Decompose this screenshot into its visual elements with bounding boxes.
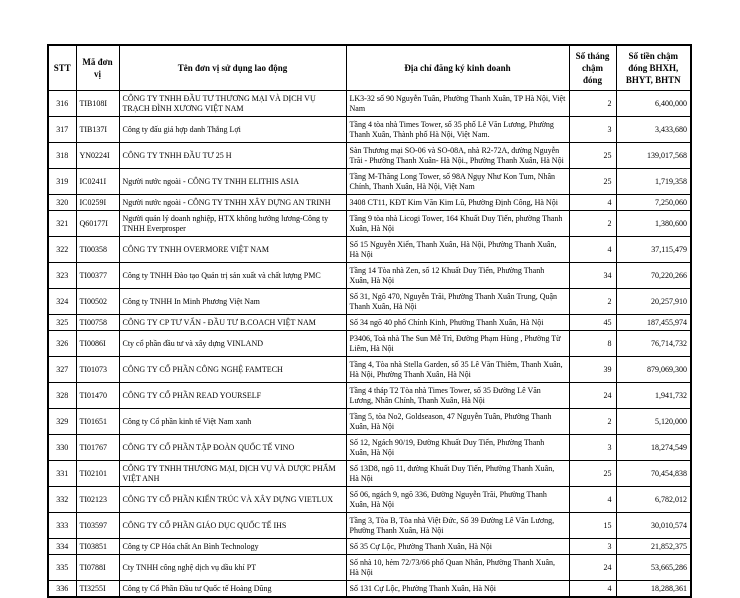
cell-amount-late: 879,069,300 [616, 357, 691, 383]
cell-registered-address: Tầng 5, tòa No2, Goldseason, 47 Nguyễn Tuân, Phường Thanh Xuân, Hà Nội [346, 409, 569, 435]
cell-months-late: 2 [569, 289, 616, 315]
cell-employer-name: CÔNG TY CỔ PHẦN READ YOURSELF [119, 383, 346, 409]
cell-employer-name: Công ty TNHH In Minh Phương Việt Nam [119, 289, 346, 315]
cell-amount-late: 76,714,732 [616, 331, 691, 357]
cell-unit-code: TI02101 [76, 461, 119, 487]
table-row [48, 211, 691, 237]
header-unit-code: Mã đơn vị [76, 45, 119, 91]
cell-employer-name: CÔNG TY CỔ PHẦN KIẾN TRÚC VÀ XÂY DỰNG VIETLUX [119, 487, 346, 513]
table-row [48, 143, 691, 169]
table-row [48, 237, 691, 263]
table-row [48, 195, 691, 211]
cell-stt: 335 [48, 555, 76, 581]
cell-months-late: 25 [569, 143, 616, 169]
cell-months-late: 2 [569, 409, 616, 435]
cell-employer-name: CÔNG TY CỔ PHẦN CÔNG NGHỆ FAMTECH [119, 357, 346, 383]
cell-months-late: 34 [569, 263, 616, 289]
cell-months-late: 2 [569, 211, 616, 237]
cell-months-late: 4 [569, 487, 616, 513]
cell-amount-late: 187,455,974 [616, 315, 691, 331]
cell-registered-address: Tầng 4 tòa nhà Times Tower, số 35 phố Lê Văn Lương, Phường Thanh Xuân, Thành phố Hà Nội, Việt Nam. [346, 117, 569, 143]
cell-employer-name: CÔNG TY TNHH ĐẦU TƯ 25 H [119, 143, 346, 169]
cell-registered-address: Số 131 Cự Lộc, Phường Thanh Xuân, Hà Nội [346, 581, 569, 598]
table-row [48, 315, 691, 331]
cell-unit-code: TI02123 [76, 487, 119, 513]
cell-stt: 316 [48, 91, 76, 117]
cell-registered-address: Số 12, Ngách 90/19, Đường Khuất Duy Tiến, Phường Thanh Xuân, Hà Nội [346, 435, 569, 461]
cell-registered-address: Số 35 Cự Lộc, Phường Thanh Xuân, Hà Nội [346, 539, 569, 555]
cell-months-late: 4 [569, 195, 616, 211]
cell-registered-address: Tầng M-Thăng Long Tower, số 98A Ngụy Như Kon Tum, Nhân Chính, Thanh Xuân, Hà Nội, Việt Nam [346, 169, 569, 195]
cell-registered-address: Tầng 9 tòa nhà Licogi Tower, 164 Khuất Duy Tiến, phường Thanh Xuân, Hà Nội [346, 211, 569, 237]
cell-registered-address: Số 31, Ngõ 470, Nguyễn Trãi, Phường Thanh Xuân Trung, Quận Thanh Xuân, Hà Nội [346, 289, 569, 315]
cell-employer-name: Cty TNHH công nghệ dịch vụ dầu khí PT [119, 555, 346, 581]
cell-stt: 323 [48, 263, 76, 289]
cell-stt: 319 [48, 169, 76, 195]
table-row [48, 331, 691, 357]
cell-unit-code: TI01767 [76, 435, 119, 461]
cell-amount-late: 18,274,549 [616, 435, 691, 461]
header-amount-late: Số tiền chậm đóng BHXH, BHYT, BHTN [616, 45, 691, 91]
cell-amount-late: 70,220,266 [616, 263, 691, 289]
table-row [48, 117, 691, 143]
cell-unit-code: TIB108I [76, 91, 119, 117]
cell-unit-code: YN0224I [76, 143, 119, 169]
cell-employer-name: Người nước ngoài - CÔNG TY TNHH ELITHIS ASIA [119, 169, 346, 195]
late-payment-table [47, 44, 692, 598]
cell-stt: 322 [48, 237, 76, 263]
table-row [48, 513, 691, 539]
table-row [48, 169, 691, 195]
cell-stt: 318 [48, 143, 76, 169]
cell-months-late: 24 [569, 555, 616, 581]
cell-amount-late: 7,250,060 [616, 195, 691, 211]
cell-registered-address: Tầng 3, Tòa B, Tòa nhà Việt Đức, Số 39 Đường Lê Văn Lương, Phường Thanh Xuân, Hà Nội [346, 513, 569, 539]
cell-amount-late: 21,852,375 [616, 539, 691, 555]
cell-unit-code: TI0788I [76, 555, 119, 581]
cell-registered-address: P3406, Toà nhà The Sun Mễ Trì, Đường Phạm Hùng , Phường Từ Liêm, Hà Nội [346, 331, 569, 357]
table-row [48, 461, 691, 487]
cell-registered-address: Số 15 Nguyễn Xiển, Thanh Xuân, Hà Nội, Phường Thanh Xuân, Hà Nội [346, 237, 569, 263]
cell-months-late: 2 [569, 91, 616, 117]
cell-months-late: 15 [569, 513, 616, 539]
cell-amount-late: 139,017,568 [616, 143, 691, 169]
cell-registered-address: Tầng 4, Tòa nhà Stella Garden, số 35 Lê Văn Thiêm, Thanh Xuân, Hà Nội, Phường Thanh Xuân, Hà Nội [346, 357, 569, 383]
header-months-late: Số tháng chậm đóng [569, 45, 616, 91]
table-row [48, 289, 691, 315]
cell-unit-code: Q60177I [76, 211, 119, 237]
cell-employer-name: Công ty đấu giá hợp danh Thắng Lợi [119, 117, 346, 143]
table-header [48, 45, 691, 91]
cell-employer-name: Người nước ngoài - CÔNG TY TNHH XÂY DỰNG AN TRINH [119, 195, 346, 211]
cell-stt: 328 [48, 383, 76, 409]
cell-unit-code: TI00358 [76, 237, 119, 263]
cell-months-late: 24 [569, 383, 616, 409]
header-row [48, 45, 691, 91]
cell-registered-address: LK3-32 số 90 Nguyễn Tuân, Phường Thanh Xuân, TP Hà Nội, Việt Nam [346, 91, 569, 117]
cell-stt: 326 [48, 331, 76, 357]
cell-unit-code: TI03851 [76, 539, 119, 555]
cell-stt: 327 [48, 357, 76, 383]
cell-registered-address: Số 06, ngách 9, ngõ 336, Đường Nguyễn Trãi, Phường Thanh Xuân, Hà Nội [346, 487, 569, 513]
cell-stt: 334 [48, 539, 76, 555]
cell-amount-late: 53,665,286 [616, 555, 691, 581]
cell-unit-code: TI3255I [76, 581, 119, 598]
cell-registered-address: Số 34 ngõ 40 phố Chính Kinh, Phường Thanh Xuân, Hà Nội [346, 315, 569, 331]
cell-months-late: 4 [569, 581, 616, 598]
cell-months-late: 25 [569, 169, 616, 195]
table-row [48, 357, 691, 383]
cell-amount-late: 6,782,012 [616, 487, 691, 513]
cell-amount-late: 18,288,361 [616, 581, 691, 598]
header-registered-address: Địa chỉ đăng ký kinh doanh [346, 45, 569, 91]
cell-amount-late: 3,433,680 [616, 117, 691, 143]
cell-unit-code: TI00758 [76, 315, 119, 331]
table-row [48, 409, 691, 435]
cell-stt: 321 [48, 211, 76, 237]
cell-employer-name: Công ty TNHH Đào tạo Quản trị sản xuất và chất lượng PMC [119, 263, 346, 289]
cell-stt: 329 [48, 409, 76, 435]
cell-employer-name: Công ty Cổ phần kinh tế Việt Nam xanh [119, 409, 346, 435]
cell-amount-late: 70,454,838 [616, 461, 691, 487]
cell-registered-address: Số 13D8, ngõ 11, đường Khuất Duy Tiến, Phường Thanh Xuân, Hà Nội [346, 461, 569, 487]
document-sheet [47, 44, 690, 598]
cell-registered-address: Số nhà 10, hẻm 72/73/66 phố Quan Nhân, Phường Thanh Xuân, Hà Nội [346, 555, 569, 581]
cell-amount-late: 6,400,000 [616, 91, 691, 117]
cell-amount-late: 1,941,732 [616, 383, 691, 409]
cell-employer-name: Công ty CP Hóa chất An Bình Technology [119, 539, 346, 555]
cell-stt: 333 [48, 513, 76, 539]
cell-months-late: 45 [569, 315, 616, 331]
table-row [48, 555, 691, 581]
cell-unit-code: TI01651 [76, 409, 119, 435]
cell-unit-code: TI0086I [76, 331, 119, 357]
cell-employer-name: CÔNG TY TNHH THƯƠNG MẠI, DỊCH VỤ VÀ DƯỢC PHẨM VIỆT ANH [119, 461, 346, 487]
cell-amount-late: 5,120,000 [616, 409, 691, 435]
cell-unit-code: TI00502 [76, 289, 119, 315]
table-row [48, 435, 691, 461]
cell-registered-address: Tầng 14 Tòa nhà Zen, số 12 Khuất Duy Tiến, Phường Thanh Xuân, Hà Nội [346, 263, 569, 289]
cell-stt: 324 [48, 289, 76, 315]
cell-unit-code: IC0259I [76, 195, 119, 211]
cell-employer-name: CÔNG TY TNHH OVERMORE VIỆT NAM [119, 237, 346, 263]
table-row [48, 581, 691, 598]
cell-months-late: 3 [569, 539, 616, 555]
cell-amount-late: 37,115,479 [616, 237, 691, 263]
cell-employer-name: Cty cổ phần đầu tư và xây dựng VINLAND [119, 331, 346, 357]
cell-stt: 336 [48, 581, 76, 598]
cell-registered-address: Tầng 4 tháp T2 Tòa nhà Times Tower, số 35 Đường Lê Văn Lương, Nhân Chính, Thanh Xuân, Hà Nội [346, 383, 569, 409]
cell-months-late: 3 [569, 117, 616, 143]
cell-months-late: 8 [569, 331, 616, 357]
table-body [48, 91, 691, 598]
cell-employer-name: CÔNG TY TNHH ĐẦU TƯ THƯƠNG MẠI VÀ DỊCH VỤ TRẠCH ĐÌNH XƯƠNG VIỆT NAM [119, 91, 346, 117]
table-row [48, 263, 691, 289]
cell-stt: 331 [48, 461, 76, 487]
cell-months-late: 4 [569, 237, 616, 263]
cell-unit-code: TI00377 [76, 263, 119, 289]
table-row [48, 383, 691, 409]
cell-amount-late: 1,719,358 [616, 169, 691, 195]
cell-months-late: 39 [569, 357, 616, 383]
cell-employer-name: CÔNG TY CP TƯ VẤN - ĐẦU TƯ B.COACH VIỆT NAM [119, 315, 346, 331]
cell-unit-code: TIB137I [76, 117, 119, 143]
cell-amount-late: 20,257,910 [616, 289, 691, 315]
cell-employer-name: CÔNG TY CỔ PHẦN GIÁO DỤC QUỐC TẾ IHS [119, 513, 346, 539]
cell-employer-name: CÔNG TY CỔ PHẦN TẬP ĐOÀN QUỐC TẾ VINO [119, 435, 346, 461]
header-stt: STT [48, 45, 76, 91]
table-row [48, 91, 691, 117]
header-employer-name: Tên đơn vị sử dụng lao động [119, 45, 346, 91]
cell-employer-name: Công ty Cổ Phần Đầu tư Quốc tế Hoàng Dũng [119, 581, 346, 598]
cell-stt: 332 [48, 487, 76, 513]
cell-months-late: 25 [569, 461, 616, 487]
cell-stt: 325 [48, 315, 76, 331]
cell-amount-late: 30,010,574 [616, 513, 691, 539]
cell-unit-code: TI01470 [76, 383, 119, 409]
cell-unit-code: TI01073 [76, 357, 119, 383]
cell-amount-late: 1,380,600 [616, 211, 691, 237]
cell-registered-address: Sàn Thương mại SO-06 và SO-08A, nhà R2-72A, đường Nguyễn Trãi - Phường Thanh Xuân- Hà Nội., Phường Thanh Xuân, Hà Nội [346, 143, 569, 169]
cell-unit-code: TI03597 [76, 513, 119, 539]
cell-stt: 317 [48, 117, 76, 143]
cell-unit-code: IC0241I [76, 169, 119, 195]
cell-months-late: 3 [569, 435, 616, 461]
table-row [48, 539, 691, 555]
cell-stt: 330 [48, 435, 76, 461]
cell-registered-address: 3408 CT11, KĐT Kim Văn Kim Lũ, Phường Định Công, Hà Nội [346, 195, 569, 211]
cell-stt: 320 [48, 195, 76, 211]
cell-employer-name: Người quản lý doanh nghiệp, HTX không hưởng lương-Công ty TNHH Everprosper [119, 211, 346, 237]
table-row [48, 487, 691, 513]
